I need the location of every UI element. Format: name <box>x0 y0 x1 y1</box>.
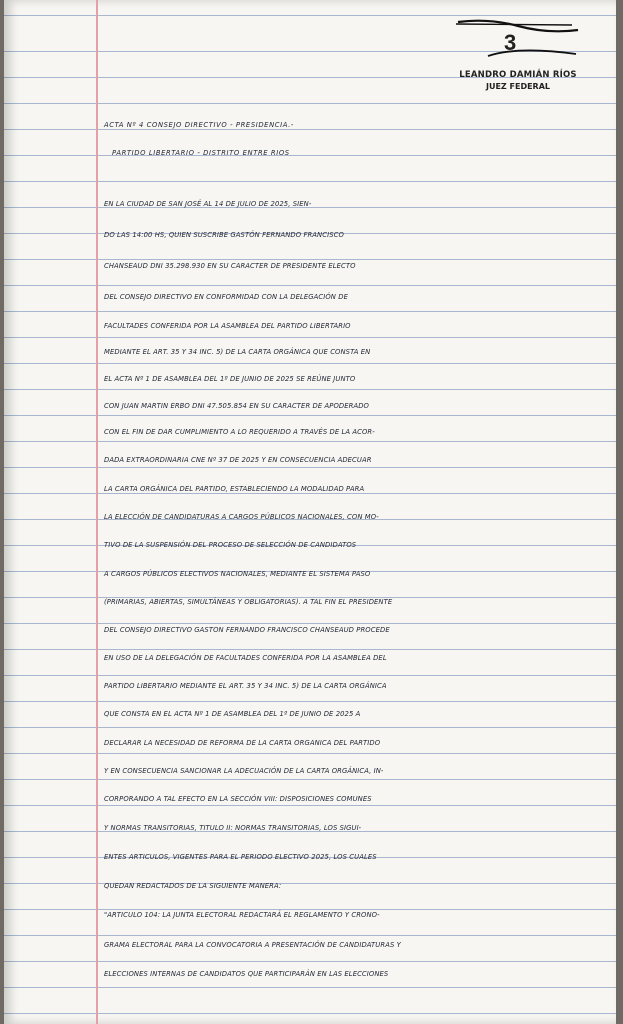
text-line: MEDIANTE EL ART. 35 Y 34 INC. 5) DE LA CARTA ORGÁNICA QUE CONSTA EN <box>104 348 371 356</box>
text-line: LA ELECCIÓN DE CANDIDATURAS A CARGOS PÚBLICOS NACIONALES, CON MO- <box>104 513 379 521</box>
text-line: DADA EXTRAORDINARIA CNE Nº 37 DE 2025 Y EN CONSECUENCIA ADECUAR <box>104 456 372 464</box>
text-line: A CARGOS PÚBLICOS ELECTIVOS NACIONALES, MEDIANTE EL SISTEMA PASO <box>104 570 371 578</box>
margin-line <box>96 0 98 1024</box>
text-line: DEL CONSEJO DIRECTIVO EN CONFORMIDAD CON LA DELEGACIÓN DE <box>104 293 348 301</box>
text-line: LA CARTA ORGÁNICA DEL PARTIDO, ESTABLECIENDO LA MODALIDAD PARA <box>104 485 365 493</box>
text-line: CON JUAN MARTIN ERBO DNI 47.505.854 EN SU CARACTER DE APODERADO <box>104 402 370 410</box>
text-line: GRAMA ELECTORAL PARA LA CONVOCATORIA A PRESENTACIÓN DE CANDIDATURAS Y <box>104 941 401 949</box>
text-line: (PRIMARIAS, ABIERTAS, SIMULTÁNEAS Y OBLIGATORIAS). A TAL FIN EL PRESIDENTE <box>104 598 393 606</box>
text-line: "ARTICULO 104: LA JUNTA ELECTORAL REDACTARÁ EL REGLAMENTO Y CRONO- <box>104 911 380 919</box>
signature <box>448 16 588 62</box>
text-line: Y EN CONSECUENCIA SANCIONAR LA ADECUACIÓN DE LA CARTA ORGÁNICA, IN- <box>104 767 384 775</box>
heading-line: PARTIDO LIBERTARIO - DISTRITO ENTRE RIOS <box>112 149 290 157</box>
judge-name: LEANDRO DAMIÁN RÍOS <box>459 70 577 80</box>
text-line: EL ACTA Nº 1 DE ASAMBLEA DEL 1º DE JUNIO DE 2025 SE REÚNE JUNTO <box>104 375 356 383</box>
text-line: TIVO DE LA SUSPENSIÓN DEL PROCESO DE SELECCIÓN DE CANDIDATOS <box>104 541 357 549</box>
text-line: EN LA CIUDAD DE SAN JOSÉ AL 14 DE JULIO DE 2025, SIEN- <box>104 200 312 208</box>
text-line: CHANSEAUD DNI 35.298.930 EN SU CARACTER DE PRESIDENTE ELECTO <box>104 262 356 270</box>
text-line: QUE CONSTA EN EL ACTA Nº 1 DE ASAMBLEA DEL 1º DE JUNIO DE 2025 A <box>104 710 361 718</box>
notebook-page <box>4 0 616 1024</box>
text-line: PARTIDO LIBERTARIO MEDIANTE EL ART. 35 Y 34 INC. 5) DE LA CARTA ORGÁNICA <box>104 682 387 690</box>
text-line: ELECCIONES INTERNAS DE CANDIDATOS QUE PARTICIPARÁN EN LAS ELECCIONES <box>104 970 389 978</box>
text-line: QUEDAN REDACTADOS DE LA SIGUIENTE MANERA: <box>104 882 282 890</box>
text-line: CORPORANDO A TAL EFECTO EN LA SECCIÓN VIII: DISPOSICIONES COMUNES <box>104 795 372 803</box>
text-line: DO LAS 14:00 HS, QUIEN SUSCRIBE GASTÓN FERNANDO FRANCISCO <box>104 231 344 239</box>
text-line: DECLARAR LA NECESIDAD DE REFORMA DE LA CARTA ORGANICA DEL PARTIDO <box>104 739 381 747</box>
text-line: Y NORMAS TRANSITORIAS, TITULO II: NORMAS TRANSITORIAS, LOS SIGUI- <box>104 824 362 832</box>
text-line: DEL CONSEJO DIRECTIVO GASTON FERNANDO FRANCISCO CHANSEAUD PROCEDE <box>104 626 390 634</box>
heading-line: ACTA Nº 4 CONSEJO DIRECTIVO - PRESIDENCIA.- <box>104 121 294 129</box>
judge-title: JUEZ FEDERAL <box>485 82 550 91</box>
text-line: EN USO DE LA DELEGACIÓN DE FACULTADES CONFERIDA POR LA ASAMBLEA DEL <box>104 654 387 662</box>
text-line: ENTES ARTICULOS, VIGENTES PARA EL PERIODO ELECTIVO 2025, LOS CUALES <box>104 853 377 861</box>
text-line: FACULTADES CONFERIDA POR LA ASAMBLEA DEL PARTIDO LIBERTARIO <box>104 322 351 330</box>
text-line: CON EL FIN DE DAR CUMPLIMIENTO A LO REQUERIDO A TRAVÉS DE LA ACOR- <box>104 428 375 436</box>
page-number: 3 <box>504 30 517 55</box>
